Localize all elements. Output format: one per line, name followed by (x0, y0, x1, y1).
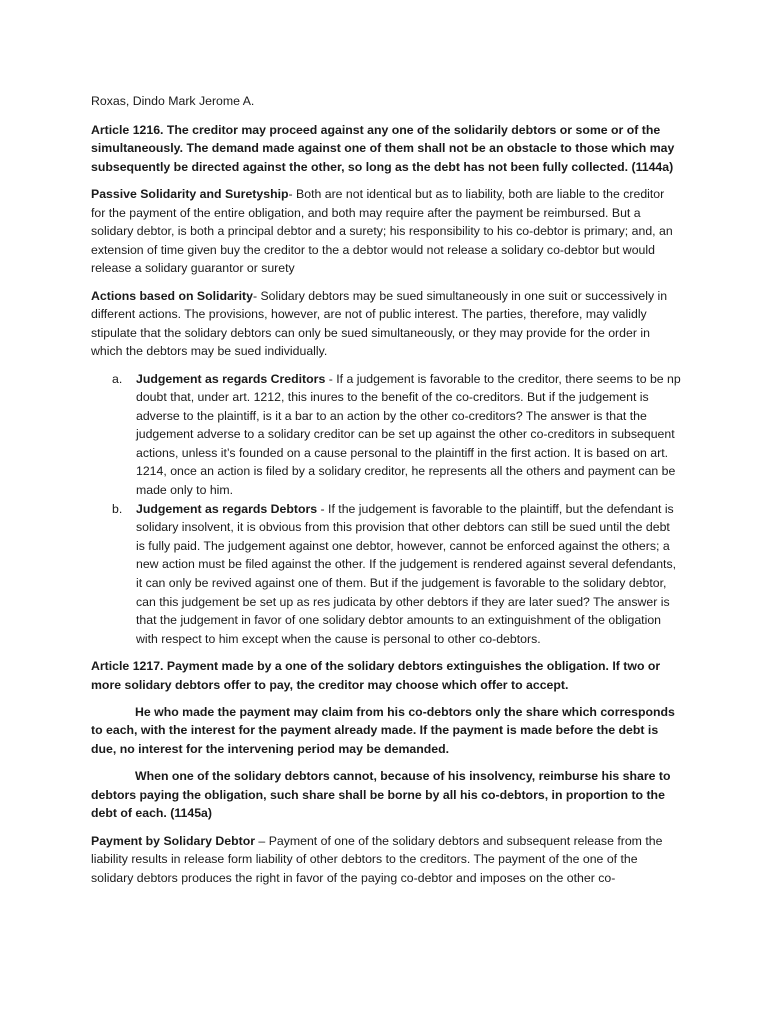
actions-based-paragraph (91, 287, 681, 361)
author-name: Roxas, Dindo Mark Jerome A. (91, 94, 255, 108)
passive-solidarity-term: Passive Solidarity and Suretyship (91, 186, 289, 201)
article-1217-paragraph-3: When one of the solidary debtors cannot, because of his insolvency, reimburse his share to debtors paying the obligation, such share shall be borne by all his co-debtors, in proportion to the debt of each. (1145a) (91, 769, 671, 821)
payment-by-solidary-body: – Payment of one of the solidary debtors and subsequent release from the liability results in release form liability of other debtors to the creditors. The payment of the one of the solidary debtors produces the right in favor of the paying co-debtor and imposes on the other co- (91, 833, 663, 885)
payment-by-solidary-paragraph (91, 832, 681, 888)
list-item-term: Judgement as regards Debtors (136, 501, 318, 516)
document-page (91, 92, 681, 896)
article-1217: Article 1217. Payment made by a one of the solidary debtors extinguishes the obligation. If two or more solidary debtors offer to pay, the creditor may choose which offer to accept. (91, 659, 661, 692)
list-item-term: Judgement as regards Creditors (136, 371, 326, 386)
article-1217-paragraph-2: He who made the payment may claim from his co-debtors only the share which corresponds to each, with the interest for the payment already made. If the payment is made before the debt is due, no interest for the intervening period may be demanded. (91, 704, 675, 756)
list-item-body: - If the judgement is favorable to the plaintiff, but the defendant is solidary insolvent, it is obvious from this provision that other debtors can still be sued until the debt is fully paid. The judgement against one debtor, however, cannot be enforced against the others; a new action must be filed against the other. If the judgement is rendered against several defendants, it can only be revived against one of them. But if the judgement is favorable to the solidary debtor, can this judgement be set up as res judicata by other debtors if they are later sued? The answer is that the judgement in favor of one solidary debtor amounts to an extinguishment of the obligation with respect to him except when the cause is personal to other co-debtors. (136, 501, 677, 646)
passive-solidarity-paragraph (91, 185, 681, 278)
article-1216: Article 1216. The creditor may proceed against any one of the solidarily debtors or some or of the simultaneously. The demand made against one of them shall not be an obstacle to those which may subsequently be directed against the other, so long as the debt has not been fully collected. (1144a) (91, 122, 675, 174)
list-item (91, 500, 681, 649)
list-marker: a. (112, 371, 123, 386)
list-item (91, 370, 681, 500)
list-marker: b. (112, 501, 123, 516)
actions-based-term: Actions based on Solidarity (91, 288, 253, 303)
list-item-body: - If a judgement is favorable to the creditor, there seems to be np doubt that, under art. 1212, this inures to the benefit of the co-creditors. But if the judgement is adverse to the plaintiff, is it a bar to an action by the other co-creditors? The answer is that the judgement adverse to a solidary creditor can be set up against the other co-creditors in subsequent actions, unless it’s founded on a cause personal to the plaintiff in the first action. It is based on art. 1214, once an action is filed by a solidary creditor, he represents all the others and payment can be made only to him. (136, 371, 681, 498)
passive-solidarity-body: - Both are not identical but as to liability, both are liable to the creditor for the payment of the entire obligation, and both may require after the payment be reimbursed. But a solidary debtor, is both a principal debtor and a surety; his responsibility to his co-debtor is primary; and, an extension of time given buy the creditor to the a debtor would not release a solidary co-debtor but would release a solidary guarantor or surety (91, 186, 673, 276)
judgement-list (91, 370, 681, 649)
actions-based-body: - Solidary debtors may be sued simultaneously in one suit or successively in different actions. The provisions, however, are not of public interest. The parties, therefore, may validly stipulate that the solidary debtors can only be sued simultaneously, or they may provide for the order in which the debtors may be sued individually. (91, 288, 668, 359)
payment-by-solidary-term: Payment by Solidary Debtor (91, 833, 256, 848)
